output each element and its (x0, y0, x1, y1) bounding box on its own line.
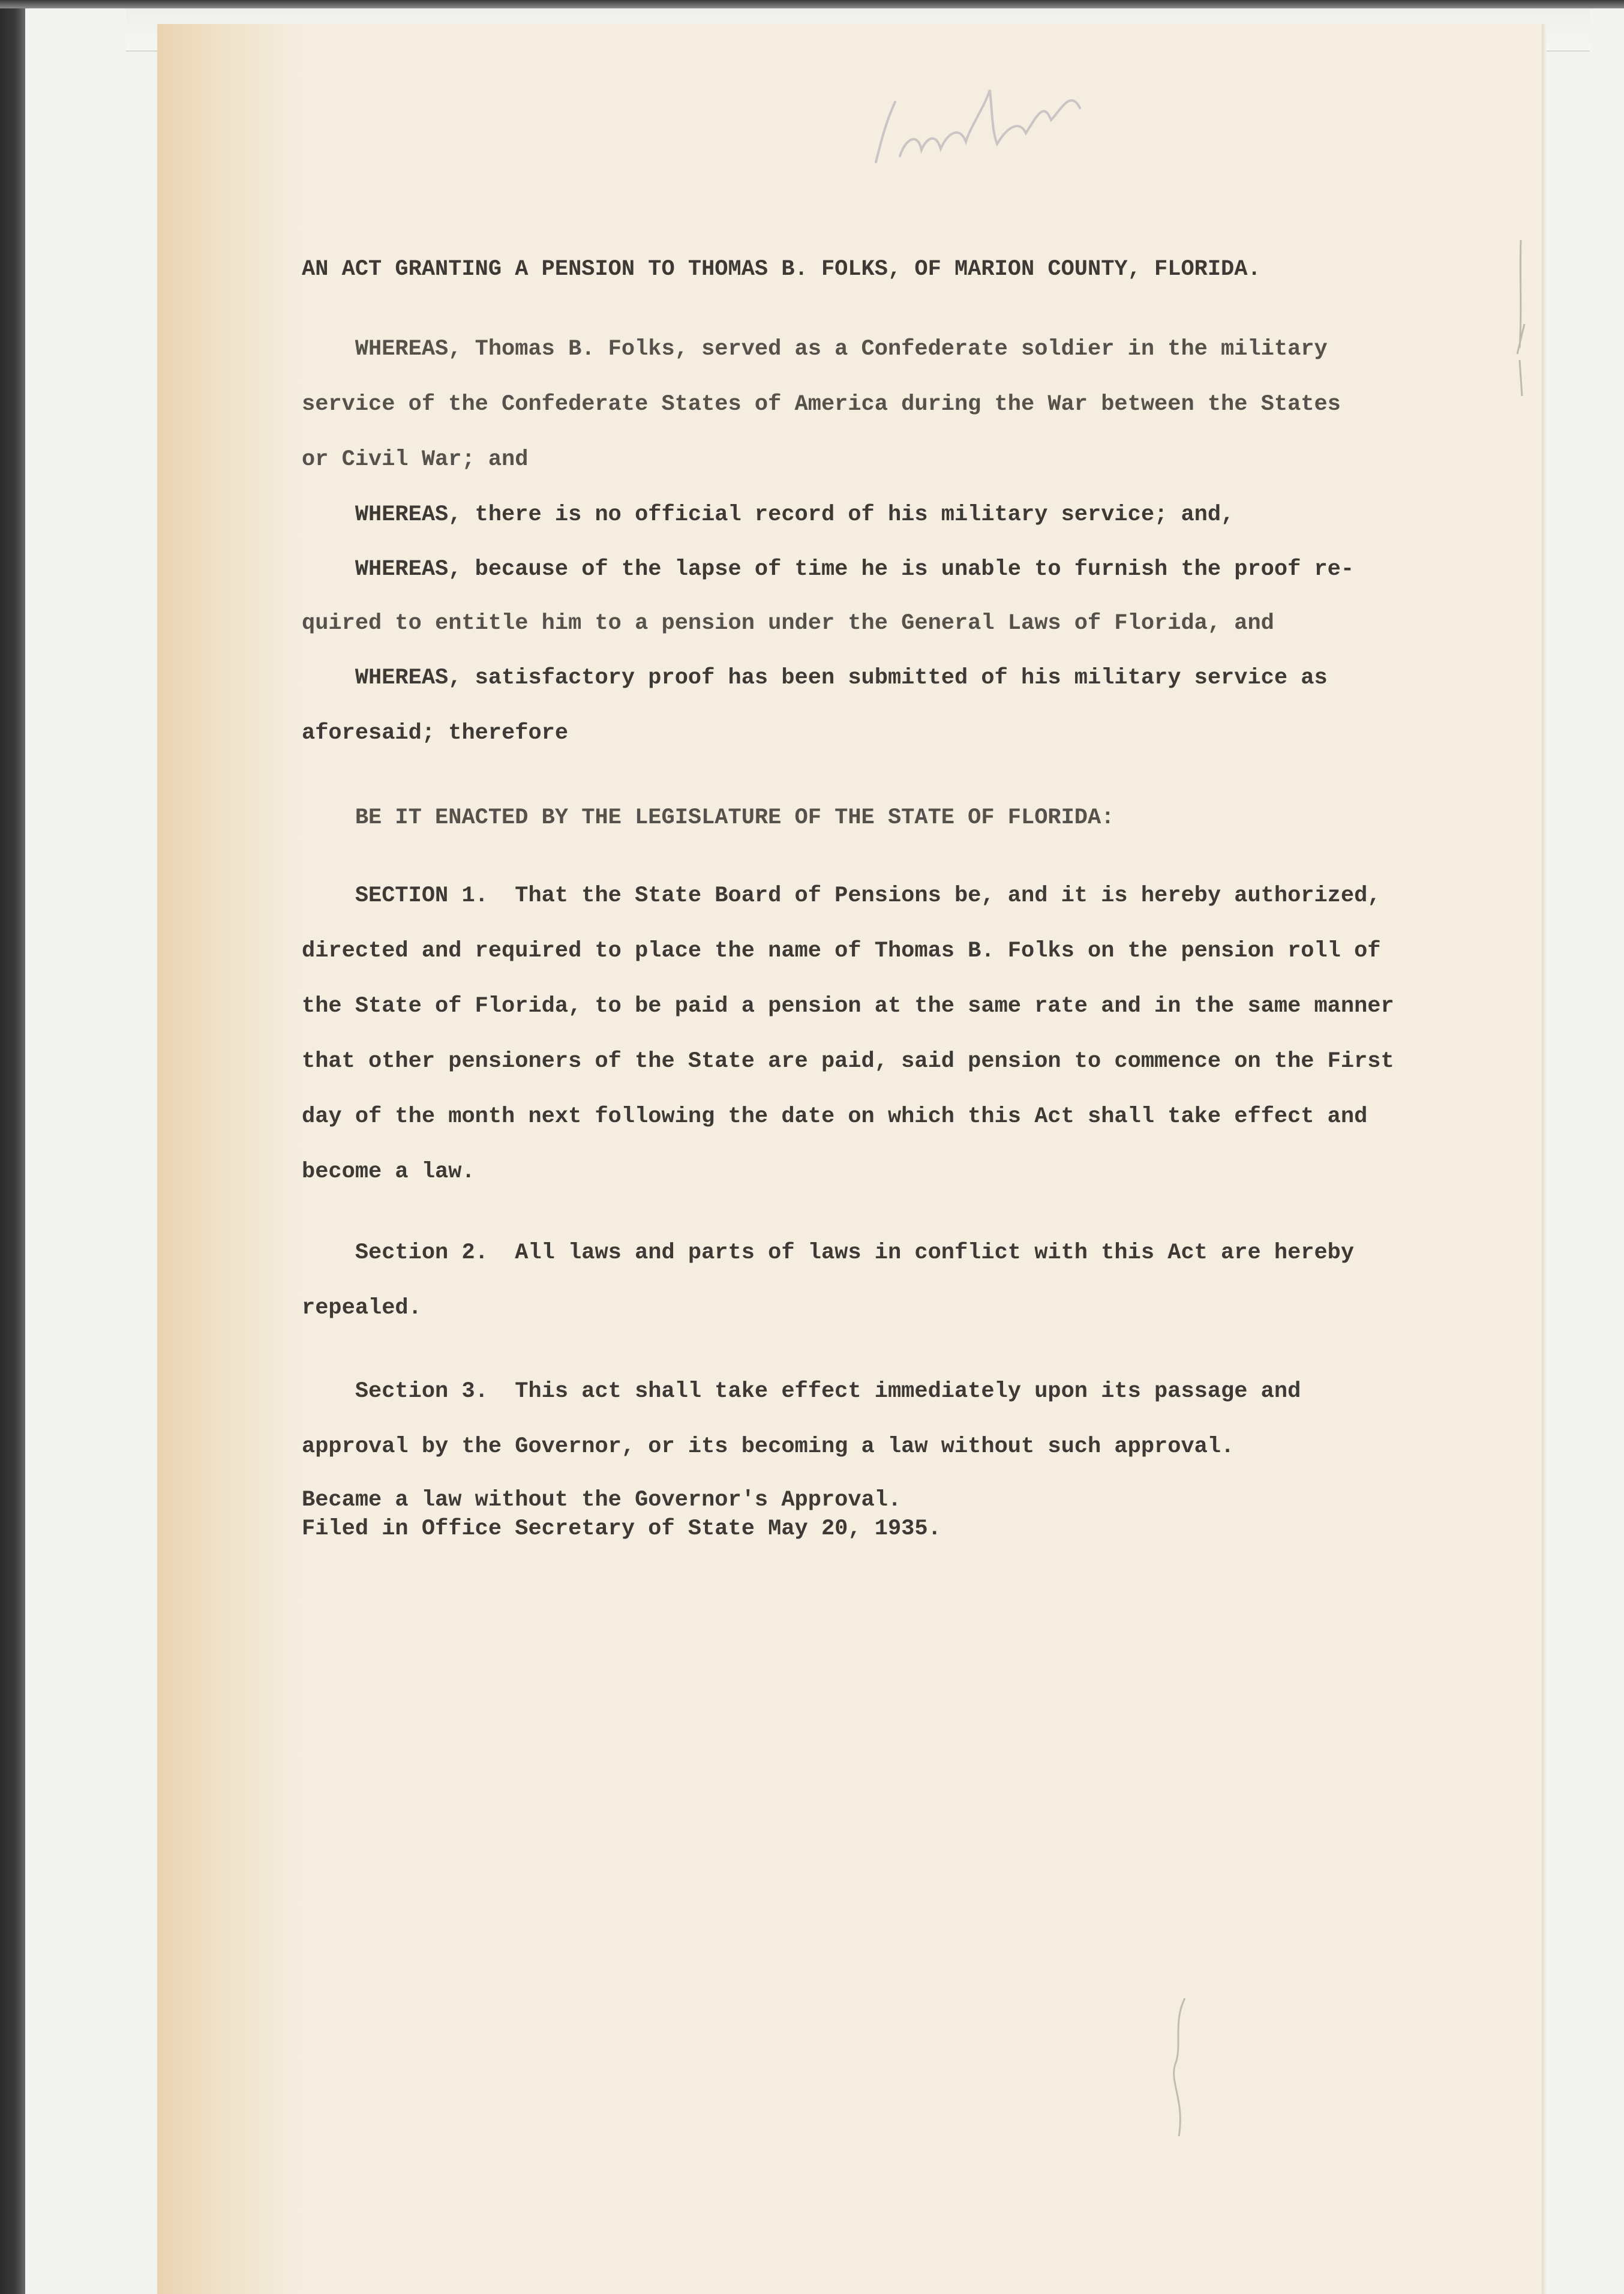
scanner-edge (0, 0, 25, 2294)
filing-note: Filed in Office Secretary of State May 20, 1935. (302, 1516, 941, 1542)
whereas-clause-1-line-2: service of the Confederate States of America during the War between the States (302, 392, 1341, 417)
section-1-line-1: SECTION 1. That the State Board of Pensions be, and it is hereby authorized, (302, 883, 1381, 908)
scanner-top-edge (0, 0, 1624, 8)
section-2-line-1: Section 2. All laws and parts of laws in conflict with this Act are hereby (302, 1240, 1355, 1266)
approval-note: Became a law without the Governor's Approval. (302, 1488, 902, 1513)
section-3-line-2: approval by the Governor, or its becoming a law without such approval. (302, 1434, 1235, 1459)
whereas-clause-4-line-2: aforesaid; therefore (302, 721, 569, 746)
section-1-line-5: day of the month next following the date on which this Act shall take effect and (302, 1104, 1368, 1129)
enacting-clause: BE IT ENACTED BY THE LEGISLATURE OF THE STATE OF FLORIDA: (302, 805, 1115, 830)
whereas-clause-2: WHEREAS, there is no official record of his military service; and, (302, 502, 1235, 527)
act-title: AN ACT GRANTING A PENSION TO THOMAS B. FOLKS, OF MARION COUNTY, FLORIDA. (302, 257, 1261, 282)
whereas-clause-1-line-1: WHEREAS, Thomas B. Folks, served as a Confederate soldier in the military (302, 337, 1328, 362)
section-3-line-1: Section 3. This act shall take effect immediately upon its passage and (302, 1379, 1301, 1404)
whereas-clause-3-line-1: WHEREAS, because of the lapse of time he is unable to furnish the proof re- (302, 557, 1355, 582)
whereas-clause-3-line-2: quired to entitle him to a pension under the General Laws of Florida, and (302, 611, 1274, 636)
section-1-line-6: become a law. (302, 1159, 475, 1185)
section-1-line-2: directed and required to place the name of Thomas B. Folks on the pension roll of (302, 938, 1381, 964)
whereas-clause-1-line-3: or Civil War; and (302, 447, 529, 472)
pencil-bracket-mark (1161, 1998, 1197, 2136)
page-right-edge (1542, 24, 1547, 2294)
whereas-clause-4-line-1: WHEREAS, satisfactory proof has been submitted of his military service as (302, 665, 1328, 691)
section-1-line-3: the State of Florida, to be paid a pension at the same rate and in the same manner (302, 994, 1394, 1019)
handwritten-signature (864, 66, 1092, 180)
margin-pencil-marks (1509, 240, 1533, 396)
section-2-line-2: repealed. (302, 1296, 422, 1321)
paper-fold-stain (157, 24, 301, 2294)
section-1-line-4: that other pensioners of the State are paid, said pension to commence on the First (302, 1049, 1394, 1074)
